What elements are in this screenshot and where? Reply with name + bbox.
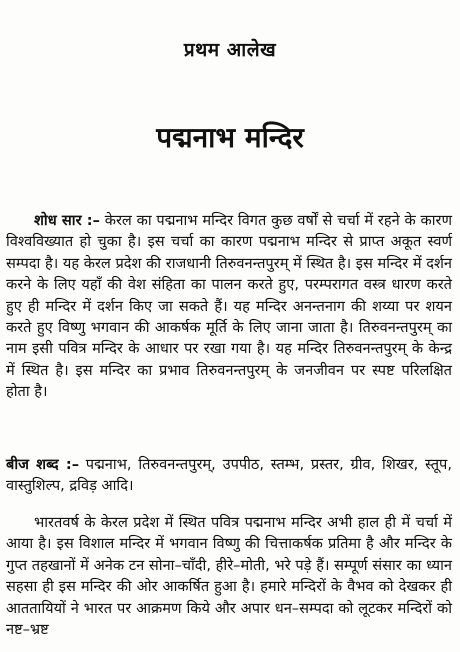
page-title: पद्मनाभ मन्दिर	[156, 121, 304, 154]
abstract-text: केरल का पद्मनाभ मन्दिर विगत कुछ वर्षों से चर्चा में रहने के कारण विश्वविख्यात हो चुका है। इस चर्चा का कारण पद्मनाभ मन्दिर से प्राप्त अकूत स्वर्ण सम्पदा है। यह केरल प्रदेश की राजधानी तिरुवनन्तपुरम् में स्थित है। इस मन्दिर में दर्शन करने के लिए यहाँ की वेश संहिता का पालन करते हुए, परम्परागत वस्त्र धारण करते हुए ही मन्दिर में दर्शन किए जा सकते हैं। यह मन्दिर अनन्तनाग की शय्या पर शयन करते हुए विष्णु भगवान की आकर्षक मूर्ति के लिए जाना जाता है। तिरुवनन्तपुरम् का नाम इसी पवित्र मन्दिर के आधार पर रखा गया है। यह मन्दिर तिरुवनन्तपुरम् के केन्द्र में स्थित है। इस मन्दिर का प्रभाव तिरुवनन्तपुरम् के जनजीवन पर स्पष्ट परिलक्षित होता है।	[6, 212, 452, 401]
intro-paragraph	[6, 512, 452, 640]
chapter-heading: प्रथम आलेख	[183, 39, 277, 61]
keywords-label: बीज शब्द :–	[6, 456, 80, 473]
keywords-text: पद्मनाभ, तिरुवनन्तपुरम्, उपपीठ, स्तम्भ, प्रस्तर, ग्रीव, शिखर, स्तूप, वास्तुशिल्प, द्रविड़ आदि।	[6, 456, 452, 495]
intro-text: भारतवर्ष के केरल प्रदेश में स्थित पवित्र पद्मनाभ मन्दिर अभी हाल ही में चर्चा में आया है। इस विशाल मन्दिर में भगवान विष्णु की चित्ताकर्षक प्रतिमा है और मन्दिर के गुप्त तहखानों में अनेक टन सोना–चाँदी, हीरे–मोती, भरे पड़े हैं। सम्पूर्ण संसार का ध्यान सहसा ही इस मन्दिर की ओर आकर्षित हुआ है। हमारे मन्दिरों के वैभव को देखकर ही आततायियों ने भारत पर आक्रमण किये और अपार धन–सम्पदा को लूटकर मन्दिरों को नष्ट–भ्रष्ट	[6, 514, 452, 639]
keywords-paragraph	[6, 454, 452, 497]
abstract-label: शोध सार :–	[34, 212, 100, 229]
abstract-paragraph	[6, 210, 452, 403]
